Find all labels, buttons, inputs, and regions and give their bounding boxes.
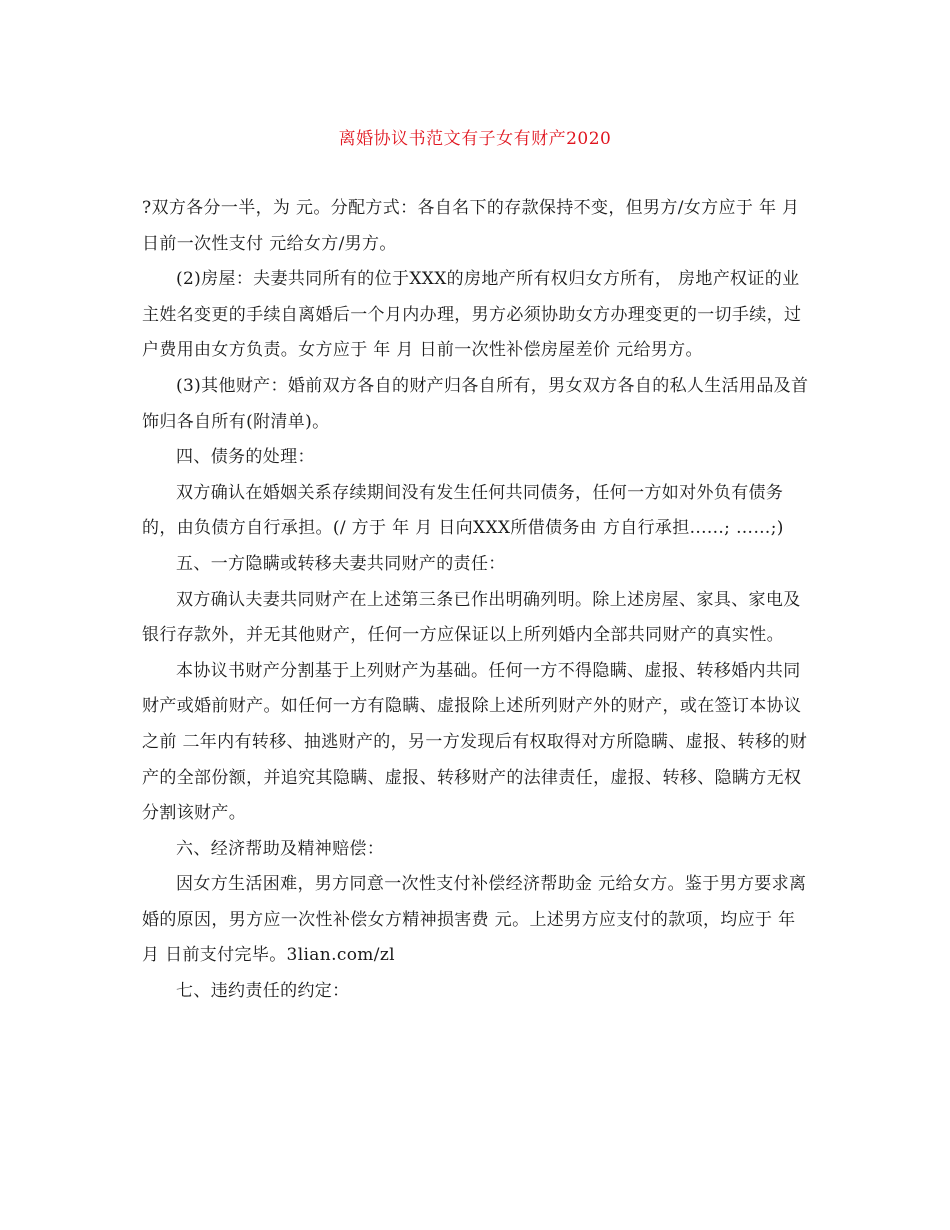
paragraph-concealment-1: 双方确认夫妻共同财产在上述第三条已作出明确列明。除上述房屋、家具、家电及银行存款外，并无其他财产，任何一方应保证以上所列婚内全部共同财产的真实性。 <box>142 589 801 646</box>
paragraph-debt: 双方确认在婚姻关系存续期间没有发生任何共同债务，任何一方如对外负有债务的，由负债方自行承担。(/ 方于 年 月 日向XXX所借债务由 方自行承担......; ……;) <box>142 482 784 539</box>
paragraph-house: (2)房屋：夫妻共同所有的位于XXX的房地产所有权归女方所有， 房地产权证的业主姓名变更的手续自离婚后一个月内办理，男方必须协助女方办理变更的一切手续，过户费用由女方负责。女方应于 年 月 日前一次性补偿房屋差价 元给男方。 <box>142 269 802 361</box>
document-title: 离婚协议书范文有子女有财产2020 <box>338 129 612 149</box>
paragraph-other-property: (3)其他财产：婚前双方各自的财产归各自所有，男女双方各自的私人生活用品及首饰归各自所有(附清单)。 <box>142 375 809 432</box>
heading-debt: 四、债务的处理： <box>176 447 315 468</box>
paragraph-compensation: 因女方生活困难，男方同意一次性支付补偿经济帮助金 元给女方。鉴于男方要求离婚的原因，男方应一次性补偿女方精神损害费 元。上述男方应支付的款项，均应于 年 月 日前支付完毕。3lian.com/zl <box>142 874 807 966</box>
heading-concealment: 五、一方隐瞒或转移夫妻共同财产的责任： <box>176 553 506 574</box>
heading-breach: 七、违约责任的约定： <box>176 981 350 1002</box>
heading-compensation: 六、经济帮助及精神赔偿： <box>176 838 385 859</box>
paragraph-concealment-2: 本协议书财产分割基于上列财产为基础。任何一方不得隐瞒、虚报、转移婚内共同财产或婚前财产。如任何一方有隐瞒、虚报除上述所列财产外的财产，或在签订本协议之前 二年内有转移、抽逃财产的，另一方发现后有权取得对方所隐瞒、虚报、转移的财产的全部份额，并追究其隐瞒、虚报、转移财产的法律责任，虚报、转移、隐瞒方无权分割该财产。 <box>142 660 808 824</box>
paragraph-deposit-split: ?双方各分一半，为 元。分配方式：各自名下的存款保持不变，但男方/女方应于 年 月 日前一次性支付 元给女方/男方。 <box>142 198 800 254</box>
document-body <box>142 191 814 1010</box>
